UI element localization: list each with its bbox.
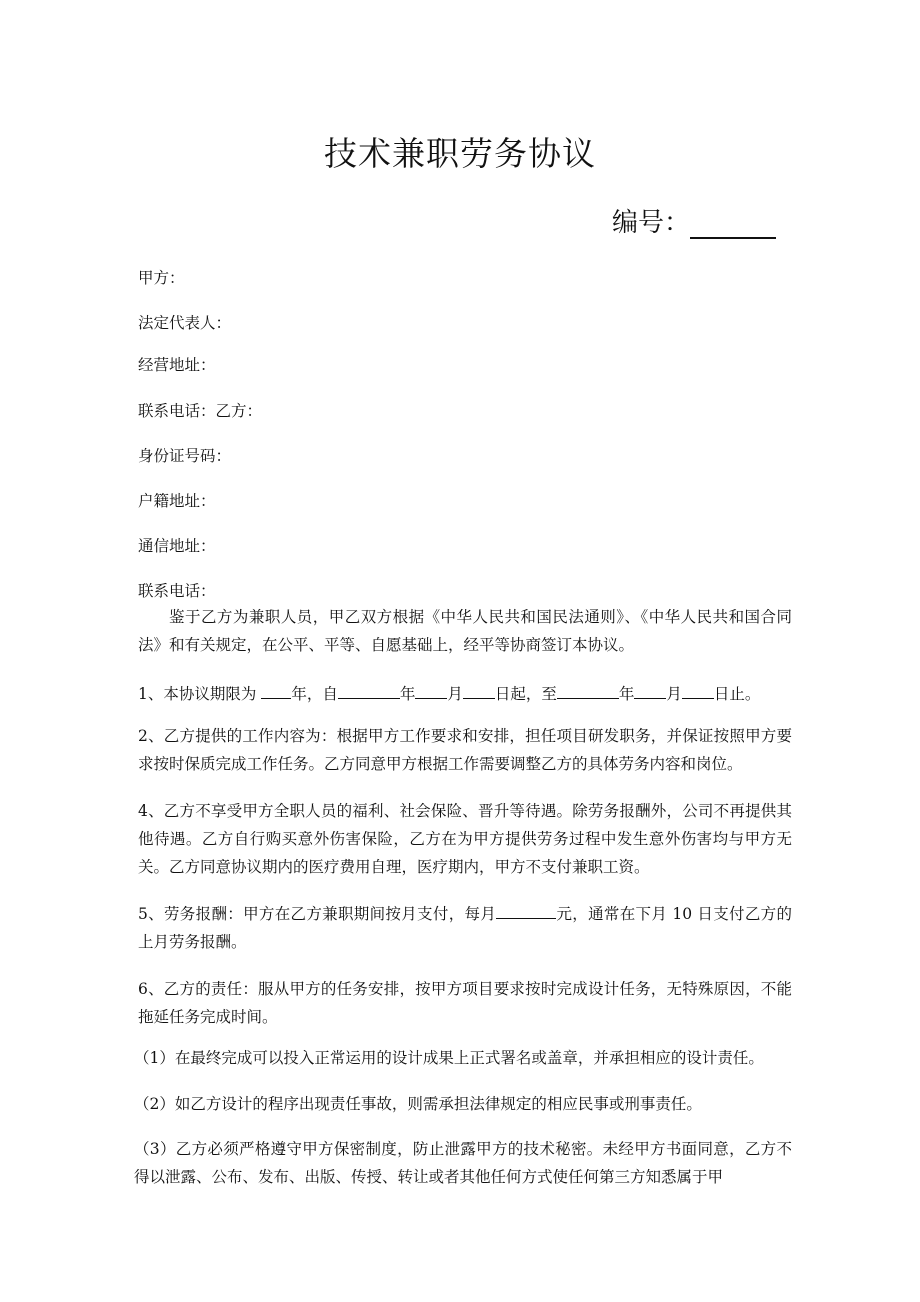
preamble-paragraph: 鉴于乙方为兼职人员，甲乙双方根据《中华人民共和国民法通则》、《中华人民共和国合同法》和有关规定，在公平、平等、自愿基础上，经平等协商签订本协议。	[138, 608, 792, 654]
clause-term-text: 1、本协议期限为	[138, 685, 257, 703]
id-number-label: 身份证号码：	[138, 447, 232, 465]
clause-remuneration-text: 元，通常在下月 10 日支付乙方的上月劳务报酬。	[138, 905, 792, 951]
document-title: 技术兼职劳务协议	[324, 134, 596, 173]
clause-remuneration	[138, 900, 792, 956]
business-address-label: 经营地址：	[138, 356, 216, 374]
start-month-blank	[415, 682, 447, 699]
clause-term-text: 年，自	[291, 685, 338, 703]
responsibility-item-2: （2）如乙方设计的程序出现责任事故，则需承担法律规定的相应民事或刑事责任。	[134, 1095, 702, 1113]
end-year-blank	[557, 682, 619, 699]
clause-remuneration-text: 5、劳务报酬：甲方在乙方兼职期间按月支付，每月	[138, 905, 497, 923]
legal-representative-label: 法定代表人：	[138, 314, 232, 332]
party-b-phone-label: 联系电话：	[138, 582, 216, 600]
responsibility-item-1: （1）在最终完成可以投入正常运用的设计成果上正式署名或盖章，并承担相应的设计责任。	[134, 1049, 764, 1067]
clause-term-text: 月	[666, 685, 682, 703]
document-number	[612, 202, 776, 239]
clause-term-text: 年	[399, 685, 416, 703]
clause-term-text: 月	[447, 685, 463, 703]
clause-work-content: 2、乙方提供的工作内容为：根据甲方工作要求和安排，担任项目研发职务，并保证按照甲方要求按时保质完成工作任务。乙方同意甲方根据工作需要调整乙方的具体劳务内容和岗位。	[138, 727, 792, 773]
term-years-blank	[261, 682, 291, 699]
document-number-label: 编号：	[612, 208, 691, 238]
monthly-pay-blank	[496, 902, 556, 919]
clause-benefits: 4、乙方不享受甲方全职人员的福利、社会保险、晋升等待遇。除劳务报酬外，公司不再提供其他待遇。乙方自行购买意外伤害保险，乙方在为甲方提供劳务过程中发生意外伤害均与甲方无关。乙方同意协议期内的医疗费用自理，医疗期内，甲方不支付兼职工资。	[138, 802, 792, 876]
end-day-blank	[682, 682, 714, 699]
start-day-blank	[463, 682, 495, 699]
mailing-address-label: 通信地址：	[138, 537, 216, 555]
clause-term	[138, 682, 760, 704]
document-number-blank	[690, 211, 776, 239]
start-year-blank	[338, 682, 400, 699]
end-month-blank	[634, 682, 666, 699]
party-a-label: 甲方：	[138, 269, 185, 287]
clause-responsibility: 6、乙方的责任：服从甲方的任务安排，按甲方项目要求按时完成设计任务，无特殊原因，不能拖延任务完成时间。	[138, 980, 792, 1026]
household-address-label: 户籍地址：	[138, 492, 216, 510]
clause-term-text: 日起，至	[494, 685, 557, 703]
clause-term-text: 年	[618, 685, 635, 703]
contact-phone-party-b-label: 联系电话：乙方：	[138, 402, 263, 420]
responsibility-item-3: （3）乙方必须严格遵守甲方保密制度，防止泄露甲方的技术秘密。未经甲方书面同意，乙方不得以泄露、公布、发布、出版、传授、转让或者其他任何方式使任何第三方知悉属于甲	[134, 1140, 792, 1186]
clause-term-text: 日止。	[713, 685, 761, 703]
